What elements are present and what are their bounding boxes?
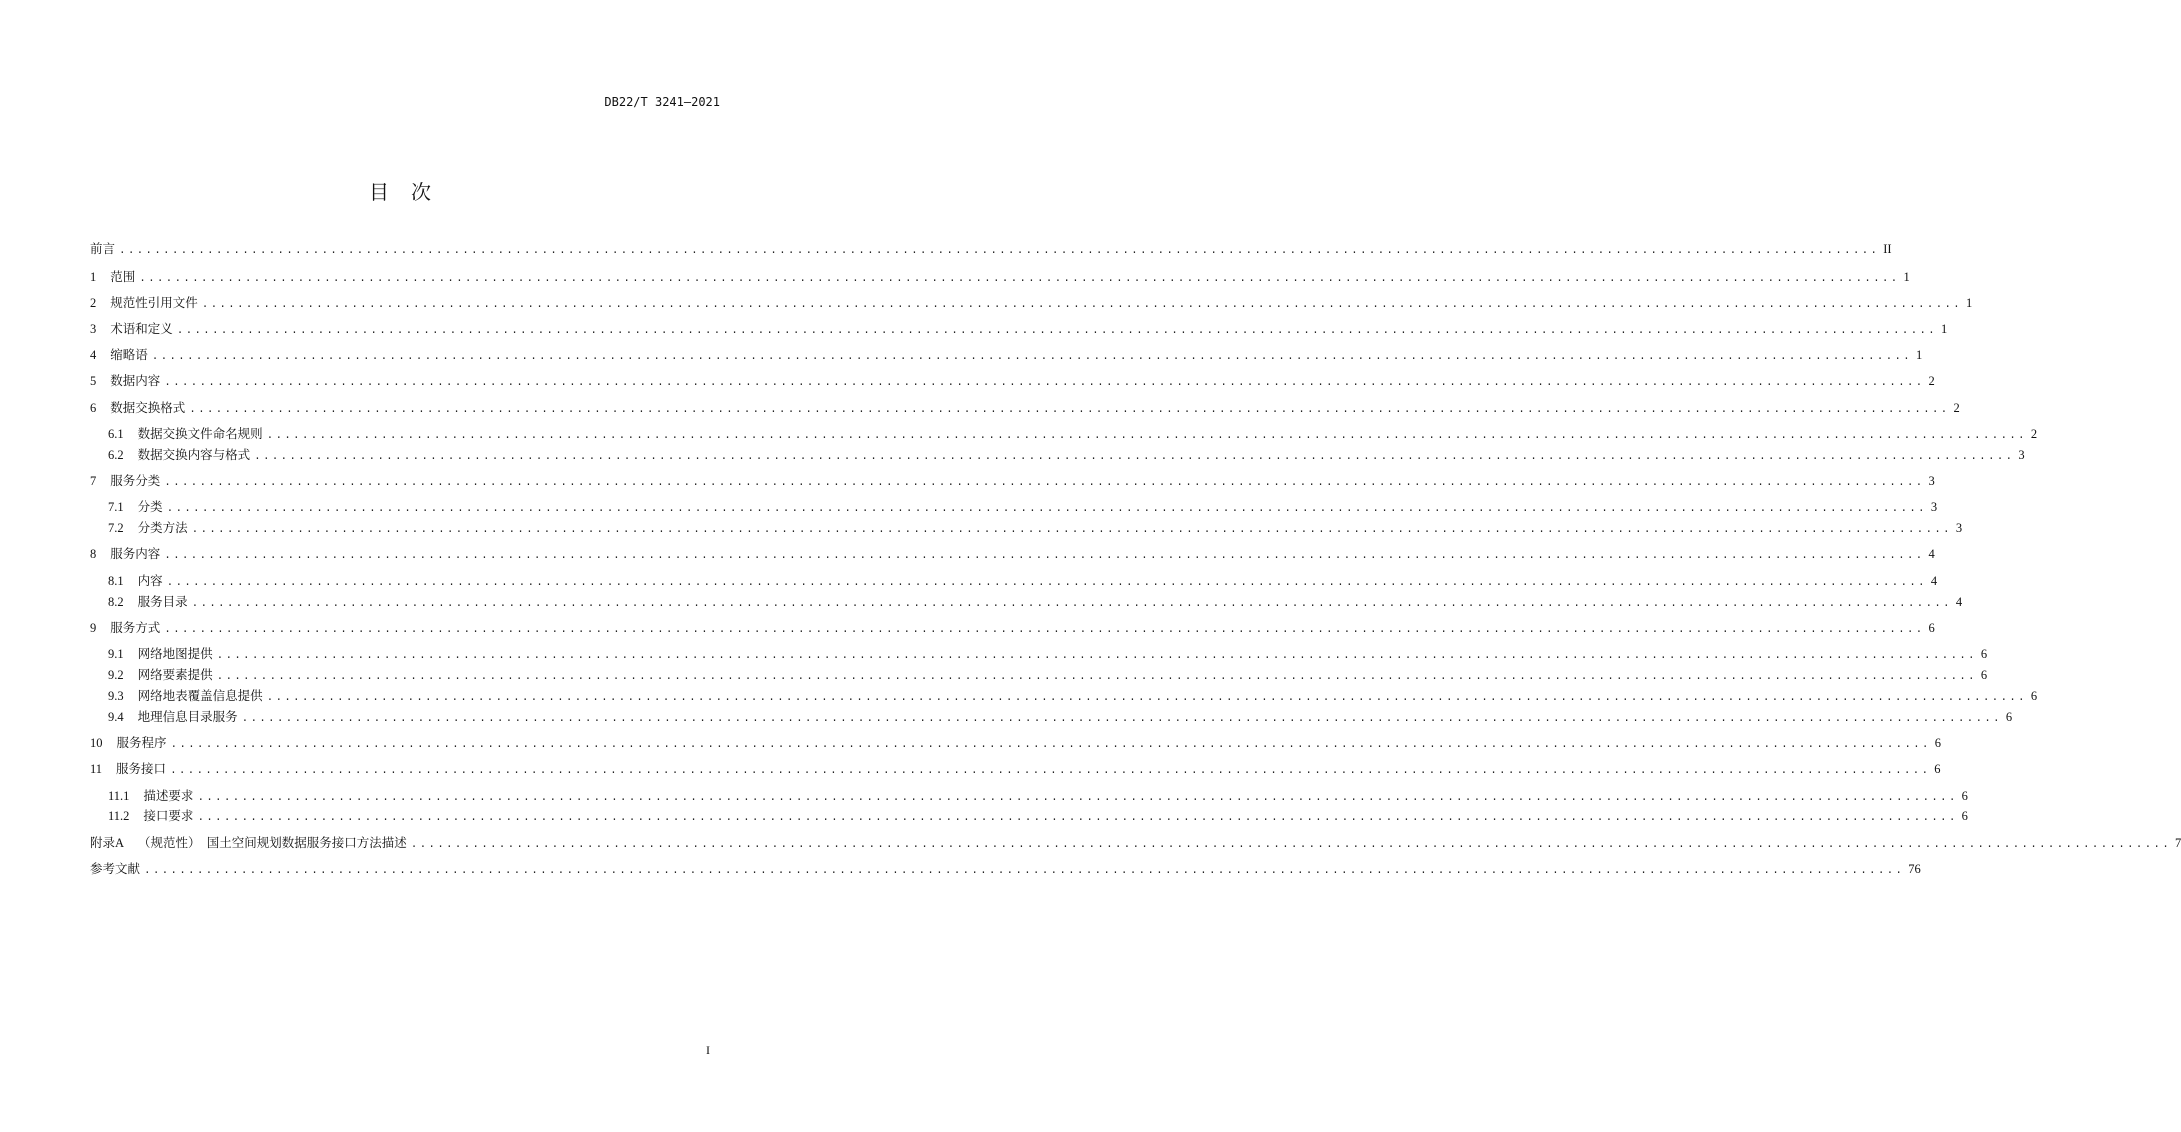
page-number: I	[706, 1043, 710, 1057]
toc-entry-page: 4	[1930, 574, 1938, 588]
toc-entry[interactable]	[108, 808, 1968, 824]
toc-entry[interactable]	[90, 241, 1892, 257]
toc-entry-number: 3	[90, 322, 97, 336]
toc-entry-number: 2	[90, 296, 97, 310]
toc-entry-label: 服务内容	[110, 546, 161, 561]
toc-entry-number: 7.2	[108, 521, 124, 535]
toc-entry[interactable]	[90, 295, 1973, 311]
toc-entry-number: 7.1	[108, 500, 124, 514]
toc-entry-page: 6	[2030, 689, 2038, 703]
toc-entry[interactable]	[90, 400, 1960, 416]
leader-dots: ........................................................................................................................................................................................................	[144, 865, 1905, 877]
toc-entry-number: 9.2	[108, 668, 124, 682]
toc-entry[interactable]	[90, 735, 1941, 751]
toc-entry[interactable]	[90, 473, 1935, 489]
leader-dots: ........................................................................................................................................................................................................	[189, 404, 1950, 416]
toc-entry[interactable]	[108, 788, 1968, 804]
leader-dots: ........................................................................................................................................................................................................	[164, 550, 1925, 562]
toc-entry-label: 内容	[137, 573, 163, 588]
leader-dots: ........................................................................................................................................................................................................	[216, 671, 1977, 683]
toc-entry-page: 7	[2175, 836, 2181, 850]
toc-entry-label: 服务分类	[110, 473, 161, 488]
toc-entry-page: 1	[1903, 270, 1910, 284]
toc-entry-label: 缩略语	[110, 347, 148, 362]
toc-entry-label: 范围	[110, 269, 136, 284]
toc-entry-label: 数据内容	[110, 373, 161, 388]
toc-entry-page: 3	[2018, 448, 2025, 462]
toc-entry[interactable]	[108, 646, 1988, 662]
toc-entry-label: 数据交换格式	[110, 400, 186, 415]
toc-entry-label: 网络要素提供	[137, 667, 213, 682]
toc-entry-label: 数据交换文件命名规则	[137, 426, 263, 441]
toc-entry-label: 接口要求	[143, 808, 194, 823]
toc-entry-label: 网络地图提供	[137, 646, 213, 661]
toc-entry-label: 服务目录	[137, 594, 188, 609]
toc-entry[interactable]	[90, 546, 1935, 562]
toc-entry-number: 11.2	[108, 809, 130, 823]
toc-entry-label: 服务方式	[110, 620, 161, 635]
toc-entry[interactable]	[108, 426, 2038, 442]
toc-entry[interactable]	[108, 447, 2025, 463]
toc-entry-page: II	[1883, 242, 1892, 256]
toc-entry-number: 6.1	[108, 427, 124, 441]
toc-entry-number: 附录A	[90, 836, 125, 850]
toc-entry-number: 10	[90, 736, 103, 750]
leader-dots: ........................................................................................................................................................................................................	[166, 577, 1927, 589]
toc-entry-page: 3	[1928, 474, 1935, 488]
toc-entry-page: 4	[1955, 595, 1963, 609]
toc-entry-label: 规范性引用文件	[110, 295, 198, 310]
toc-entry[interactable]	[90, 835, 2181, 851]
leader-dots: ........................................................................................................................................................................................................	[254, 451, 2015, 463]
toc-entry[interactable]	[108, 594, 1963, 610]
toc-entry-number: 6	[90, 401, 97, 415]
leader-dots: ........................................................................................................................................................................................................	[170, 739, 1931, 751]
toc-entry-page: 1	[1940, 322, 1948, 336]
leader-dots: ........................................................................................................................................................................................................	[241, 713, 2002, 725]
leader-dots: ........................................................................................................................................................................................................	[164, 624, 1925, 636]
toc-entry-page: 6	[1961, 789, 1968, 803]
toc-entry[interactable]	[90, 620, 1935, 636]
leader-dots: ........................................................................................................................................................................................................	[266, 430, 2027, 442]
toc-entry-page: 6	[1980, 668, 1988, 682]
page-title: 目次	[369, 180, 453, 204]
toc-entry-label: 分类方法	[137, 520, 188, 535]
toc-entry-label: 描述要求	[143, 788, 194, 803]
leader-dots: ........................................................................................................................................................................................................	[166, 503, 1927, 515]
toc-entry-number: 8.1	[108, 574, 124, 588]
leader-dots: ........................................................................................................................................................................................................	[170, 765, 1931, 777]
toc-entry-number: 9.1	[108, 647, 124, 661]
toc-entry-number: 5	[90, 374, 97, 388]
leader-dots: ........................................................................................................................................................................................................	[201, 299, 1962, 311]
toc-entry-number: 9	[90, 621, 97, 635]
toc-entry-page: 6	[2005, 710, 2013, 724]
toc-entry-page: 4	[1928, 547, 1935, 561]
toc-entry[interactable]	[90, 347, 1923, 363]
leader-dots: ........................................................................................................................................................................................................	[410, 839, 2172, 851]
toc-entry-number: 4	[90, 348, 97, 362]
toc-entry[interactable]	[108, 688, 2038, 704]
toc-entry[interactable]	[90, 269, 1910, 285]
toc-entry[interactable]	[90, 861, 1921, 877]
toc-entry-label: 地理信息目录服务	[137, 709, 238, 724]
toc-entry-page: 6	[1934, 762, 1941, 776]
toc-entry-number: 9.4	[108, 710, 124, 724]
leader-dots: ........................................................................................................................................................................................................	[216, 650, 1977, 662]
leader-dots: ........................................................................................................................................................................................................	[119, 245, 1880, 257]
leader-dots: ........................................................................................................................................................................................................	[176, 325, 1937, 337]
toc-entry[interactable]	[108, 709, 2013, 725]
toc-entry-number: 7	[90, 474, 97, 488]
toc-entry-page: 6	[1980, 647, 1988, 661]
leader-dots: ........................................................................................................................................................................................................	[197, 812, 1958, 824]
toc-entry-page: 6	[1934, 736, 1941, 750]
toc-entry[interactable]	[108, 499, 1938, 515]
toc-entry-label: 前言	[90, 241, 116, 256]
toc-entry-page: 3	[1930, 500, 1938, 514]
toc-entry-label: 分类	[137, 499, 163, 514]
toc-entry-label: （规范性） 国土空间规划数据服务接口方法描述	[138, 835, 407, 850]
toc-entry-page: 1	[1965, 296, 1973, 310]
toc-entry-number: 11	[90, 762, 103, 776]
toc-entry[interactable]	[90, 761, 1941, 777]
toc-entry-page: 2	[1928, 374, 1935, 388]
toc-entry-label: 网络地表覆盖信息提供	[137, 688, 263, 703]
leader-dots: ........................................................................................................................................................................................................	[139, 273, 1900, 285]
toc-entry-page: 2	[2030, 427, 2038, 441]
toc-entry[interactable]	[108, 573, 1938, 589]
toc-entry-label: 参考文献	[90, 861, 141, 876]
toc-entry-number: 8.2	[108, 595, 124, 609]
toc-entry-label: 服务接口	[116, 761, 167, 776]
toc-entry[interactable]	[108, 520, 1963, 536]
toc-entry-page: 2	[1953, 401, 1960, 415]
toc-entry[interactable]	[90, 321, 1948, 337]
toc-entry-number: 1	[90, 270, 97, 284]
toc-entry-label: 术语和定义	[110, 321, 173, 336]
leader-dots: ........................................................................................................................................................................................................	[151, 351, 1912, 363]
toc-entry[interactable]	[108, 667, 1988, 683]
toc-entry-number: 9.3	[108, 689, 124, 703]
leader-dots: ........................................................................................................................................................................................................	[191, 598, 1952, 610]
toc-entry-page: 76	[1908, 862, 1921, 876]
toc-entry-label: 数据交换内容与格式	[137, 447, 251, 462]
toc-entry-page: 3	[1955, 521, 1963, 535]
toc-entry-page: 1	[1915, 348, 1923, 362]
leader-dots: ........................................................................................................................................................................................................	[164, 477, 1925, 489]
leader-dots: ........................................................................................................................................................................................................	[266, 692, 2027, 704]
toc-entry-label: 服务程序	[116, 735, 167, 750]
toc-entry-page: 6	[1928, 621, 1935, 635]
toc-entry-number: 6.2	[108, 448, 124, 462]
standard-number: DB22/T 3241—2021	[604, 95, 720, 109]
toc-entry-number: 11.1	[108, 789, 130, 803]
toc-entry[interactable]	[90, 373, 1935, 389]
leader-dots: ........................................................................................................................................................................................................	[164, 377, 1925, 389]
leader-dots: ........................................................................................................................................................................................................	[197, 792, 1958, 804]
toc-entry-page: 6	[1961, 809, 1968, 823]
leader-dots: ........................................................................................................................................................................................................	[191, 524, 1952, 536]
toc-entry-number: 8	[90, 547, 97, 561]
